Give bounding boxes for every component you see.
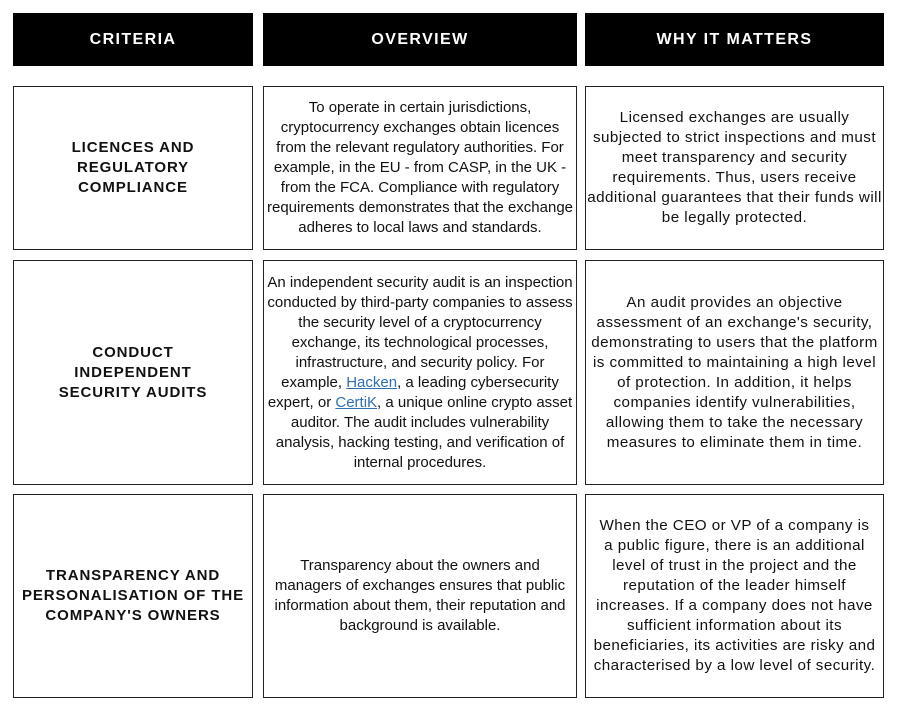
certik-link[interactable]: CertiK [335, 393, 378, 411]
row-3-overview: Transparency about the owners and managers of exchanges ensures that public information about them, their reputation and background is available. [274, 557, 566, 634]
row-3-criteria-cell [13, 494, 253, 698]
row-3-criteria: TRANSPARENCY AND PERSONALISATION OF THE COMPANY'S OWNERS [21, 567, 245, 624]
row-1-overview-cell [263, 86, 577, 250]
row-2-criteria-cell [13, 260, 253, 485]
row-2-why: An audit provides an objective assessment of an exchange's security, demonstrating to users that the platform is committed to maintaining a high level of protection. In addition, it helps companies identify vulnerabilities, allowing them to take the necessary measures to eliminate them in time. [591, 293, 878, 451]
row-2-overview-text-3: , a unique online crypto asset auditor. The audit includes vulnerability analysis, hacking testing, and verification of internal procedures. [275, 393, 573, 471]
row-1-overview: To operate in certain jurisdictions, cryptocurrency exchanges obtain licences from the relevant regulatory authorities. For example, in the EU - from CASP, in the UK - from the FCA. Compliance with regulatory requirements demonstrates that the exchange adheres to local laws and standards. [266, 99, 573, 236]
hacken-link[interactable]: Hacken [346, 373, 398, 391]
header-overview [263, 13, 577, 66]
row-1-criteria-cell [13, 86, 253, 250]
header-criteria [13, 13, 253, 66]
header-why-label: WHY IT MATTERS [656, 30, 813, 48]
row-2-overview-cell [263, 260, 577, 485]
header-criteria-label: CRITERIA [89, 30, 177, 48]
row-2-why-cell [585, 260, 884, 485]
row-2-overview [265, 273, 575, 473]
row-2-overview-text-1: An independent security audit is an inspection conducted by third-party companies to assess the security level of a cryptocurrency exchange, its technological processes, infrastructure, and security policy. For example, [267, 273, 573, 391]
row-3-why-cell [585, 494, 884, 698]
row-3-overview-cell [263, 494, 577, 698]
row-1-why: Licensed exchanges are usually subjected to strict inspections and must meet transparency and security requirements. Thus, users receive additional guarantees that their funds will be legally protected. [587, 109, 882, 226]
row-2-criteria: CONDUCT INDEPENDENT SECURITY AUDITS [58, 343, 208, 401]
header-why-it-matters [585, 13, 884, 66]
row-2-overview-text-2: , a leading cybersecurity expert, or [267, 373, 559, 411]
header-overview-label: OVERVIEW [371, 30, 469, 48]
row-3-why: When the CEO or VP of a company is a public figure, there is an additional level of trust in the project and the reputation of the leader himself increases. If a company does not have sufficient information about its beneficiaries, its activities are risky and characterised by a low level of security. [593, 517, 876, 674]
row-1-why-cell [585, 86, 884, 250]
row-1-criteria: LICENCES AND REGULATORY COMPLIANCE [71, 139, 195, 196]
